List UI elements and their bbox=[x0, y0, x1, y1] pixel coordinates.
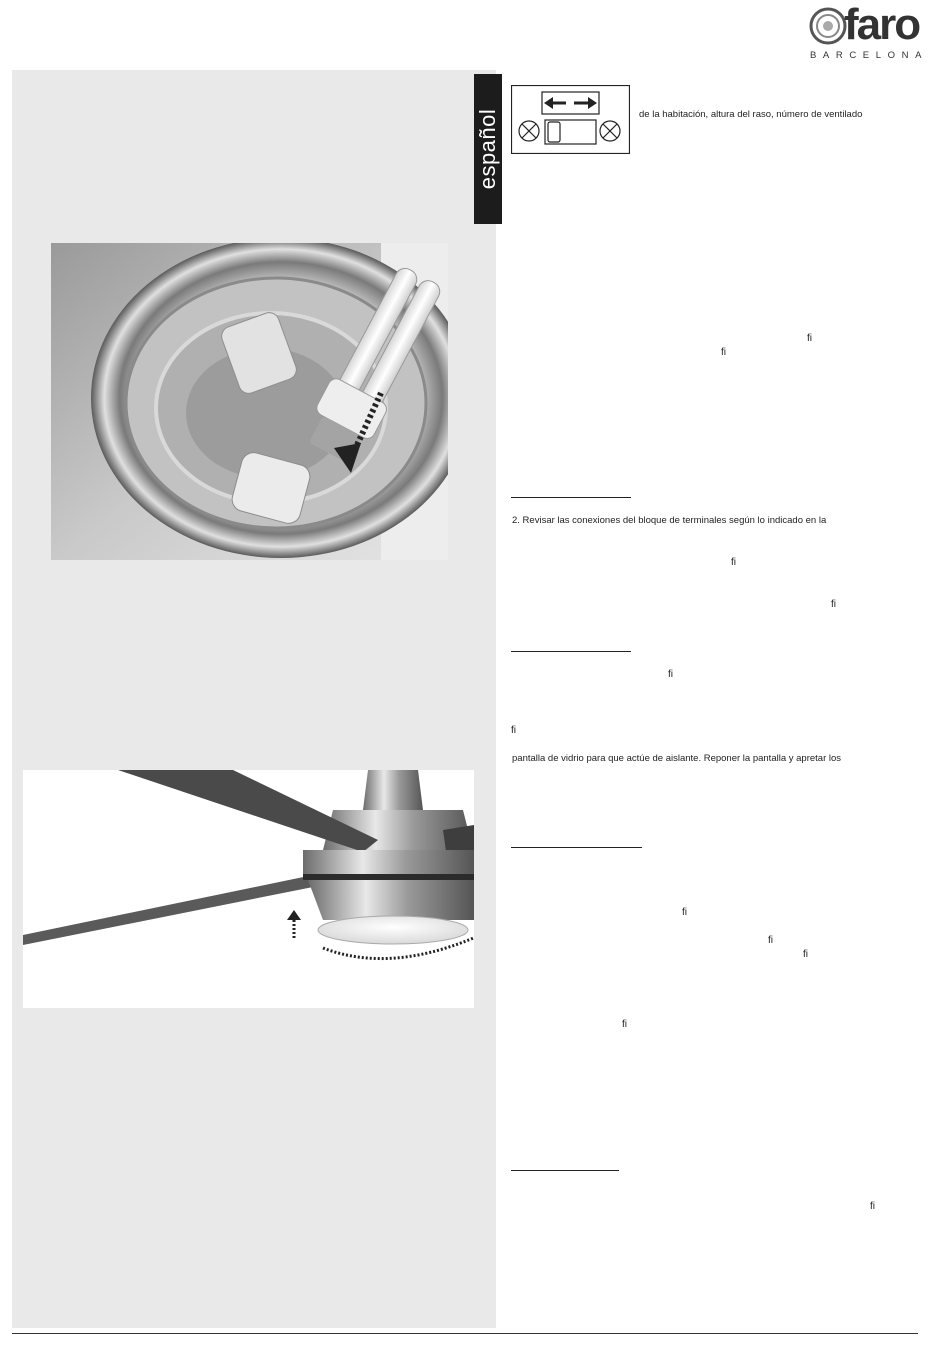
ligature-fi: ﬁ bbox=[731, 557, 736, 568]
section-rule bbox=[511, 1170, 619, 1171]
ligature-fi: ﬁ bbox=[807, 333, 812, 344]
ligature-fi: ﬁ bbox=[803, 949, 808, 960]
brand-tagline: BARCELONA bbox=[810, 50, 929, 61]
text-terminals-line: 2. Revisar las conexiones del bloque de terminales según lo indicado en la bbox=[512, 515, 827, 526]
ligature-fi: ﬁ bbox=[682, 907, 687, 918]
ligature-fi: ﬁ bbox=[768, 935, 773, 946]
ligature-fi: ﬁ bbox=[668, 669, 673, 680]
text-ventilation-line: de la habitación, altura del raso, número de ventilado bbox=[639, 109, 863, 120]
logo-disc-icon bbox=[808, 6, 848, 46]
lamp-left-icon bbox=[519, 121, 539, 141]
switch-diagram bbox=[511, 85, 630, 154]
ligature-fi: ﬁ bbox=[511, 725, 516, 736]
footer-rule bbox=[12, 1333, 918, 1334]
section-rule bbox=[511, 651, 631, 652]
language-tab bbox=[474, 74, 502, 224]
language-tab-label: español bbox=[475, 108, 500, 190]
brand-logo bbox=[808, 0, 946, 62]
brand-name: faro bbox=[844, 0, 920, 49]
text-glass-line: pantalla de vidrio para que actúe de aislante. Reponer la pantalla y apretar los bbox=[512, 753, 842, 764]
ligature-fi: ﬁ bbox=[831, 599, 836, 610]
fan-glass-shade-photo bbox=[23, 770, 474, 1008]
bulb-socket-photo bbox=[51, 243, 448, 560]
section-rule bbox=[511, 497, 631, 498]
section-rule bbox=[511, 847, 642, 848]
ligature-fi: ﬁ bbox=[870, 1201, 875, 1212]
ligature-fi: ﬁ bbox=[622, 1019, 627, 1030]
lamp-right-icon bbox=[600, 121, 620, 141]
ligature-fi: ﬁ bbox=[721, 347, 726, 358]
